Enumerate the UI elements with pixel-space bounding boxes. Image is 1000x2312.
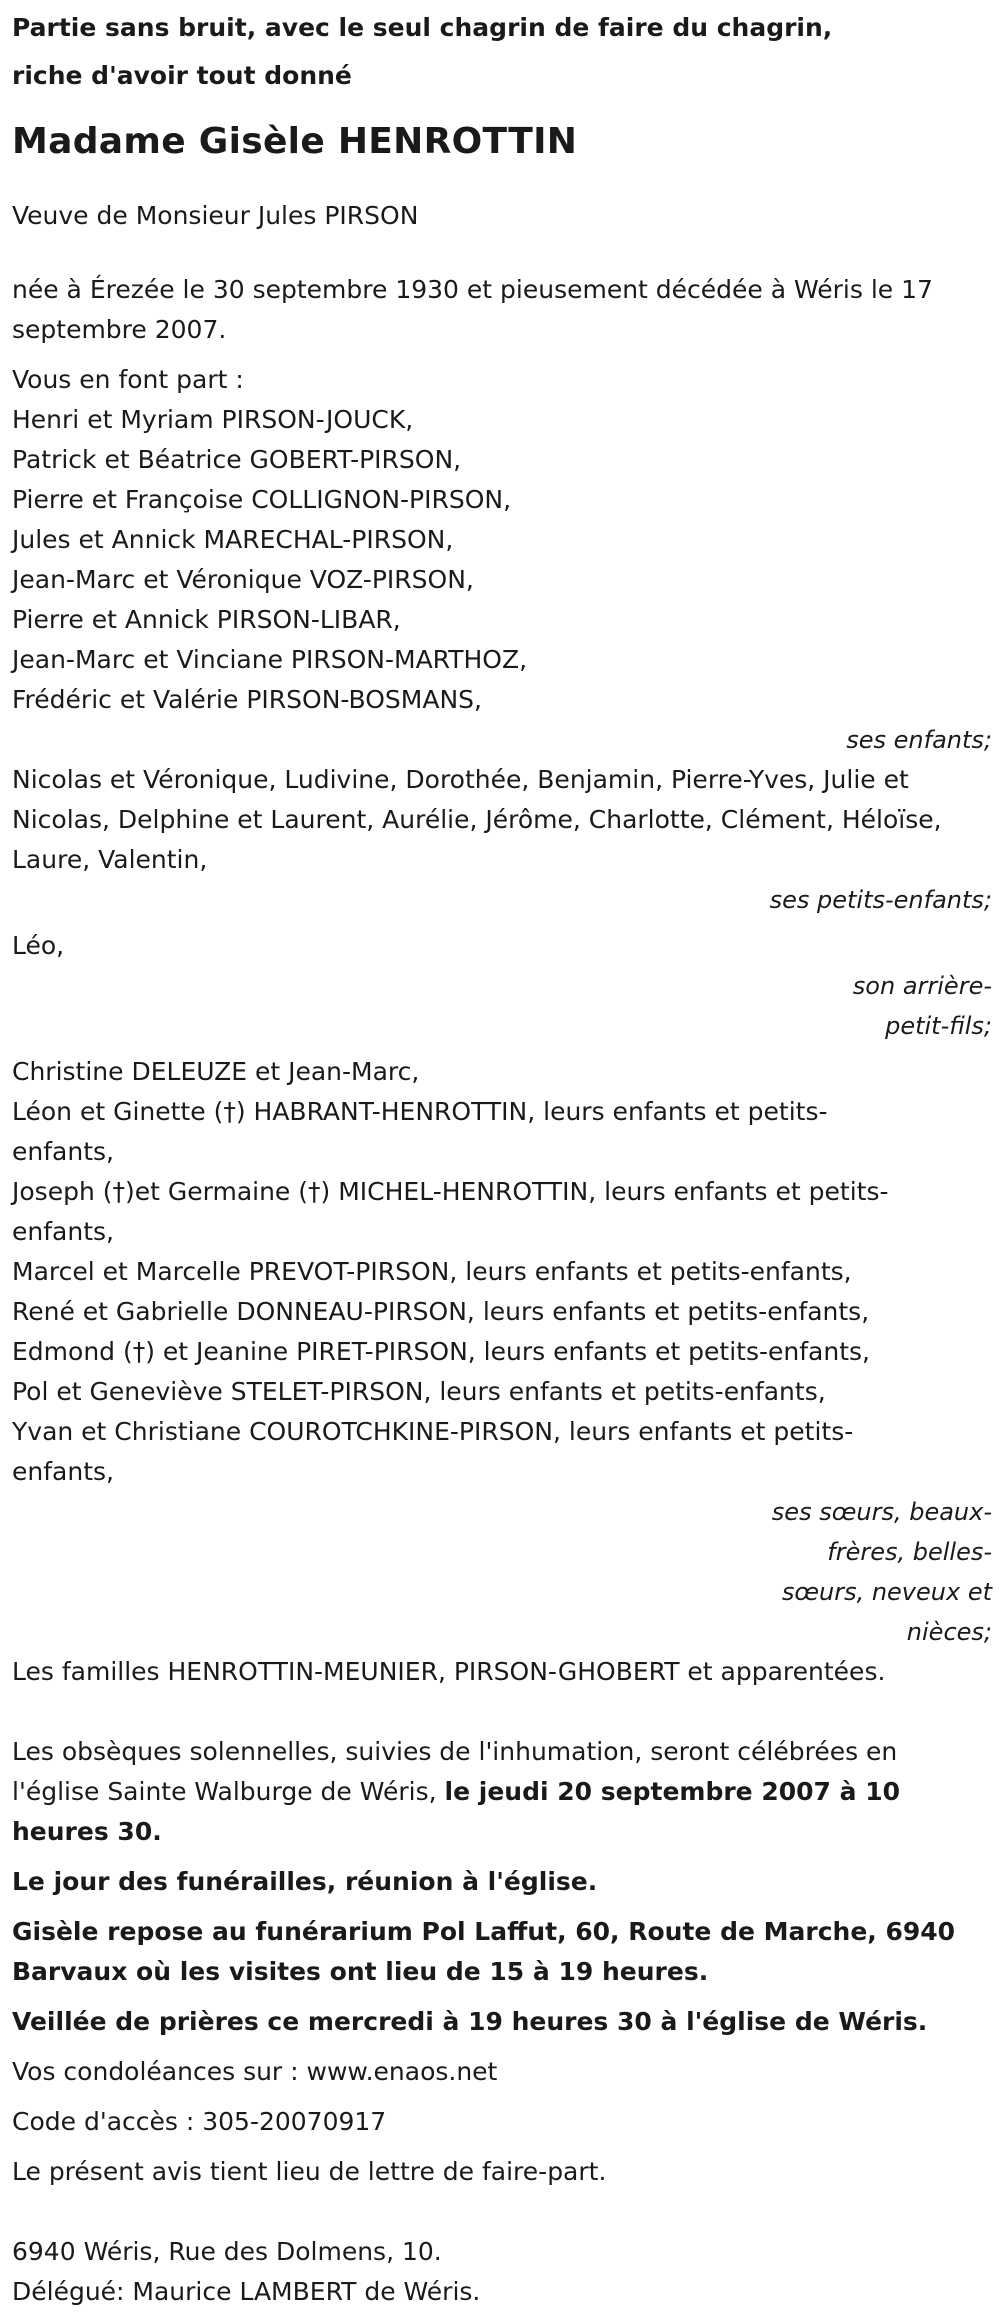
address-block [12,2232,992,2312]
intro-line-2: riche d'avoir tout donné [12,61,352,90]
access-code-line: Code d'accès : 305-20070917 [12,2107,387,2136]
address-line-1: 6940 Wéris, Rue des Dolmens, 10. [12,2237,442,2266]
sibling-line: Marcel et Marcelle PREVOT-PIRSON, leurs enfants et petits-enfants, [12,1257,852,1286]
sibling-line: Léon et Ginette (†) HABRANT-HENROTTIN, leurs enfants et petits- [12,1097,828,1126]
funeral-info [12,1732,992,1852]
funeral-time: heures 30. [12,1817,162,1846]
repose-info [12,1912,992,1992]
families-line: Les familles HENROTTIN-MEUNIER, PIRSON-GHOBERT et apparentées. [12,1657,886,1686]
repose-line-1: Gisèle repose au funérarium Pol Laffut, 60, Route de Marche, 6940 [12,1917,956,1946]
birth-death-line-1: née à Érezée le 30 septembre 1930 et pieusement décédée à Wéris le 17 [12,275,933,304]
child-entry: Pierre et Annick PIRSON-LIBAR, [12,605,401,634]
child-entry: Henri et Myriam PIRSON-JOUCK, [12,405,414,434]
sibling-line: Pol et Geneviève STELET-PIRSON, leurs enfants et petits-enfants, [12,1377,826,1406]
sibling-line: enfants, [12,1457,114,1486]
siblings-list [12,1052,992,1492]
obituary-text-column [12,4,992,2312]
sibling-line: Joseph (†)et Germaine (†) MICHEL-HENROTTIN, leurs enfants et petits- [12,1177,889,1206]
sibling-line: Edmond (†) et Jeanine PIRET-PIRSON, leurs enfants et petits-enfants, [12,1337,870,1366]
birth-death-info [12,270,992,350]
condolences-line: Vos condoléances sur : www.enaos.net [12,2057,498,2086]
intro-line-1: Partie sans bruit, avec le seul chagrin de faire du chagrin, [12,13,833,42]
funeral-date: le jeudi 20 septembre 2007 à 10 [444,1777,900,1806]
sibling-line: Yvan et Christiane COUROTCHKINE-PIRSON, leurs enfants et petits- [12,1417,854,1446]
vigil-line: Veillée de prières ce mercredi à 19 heures 30 à l'église de Wéris. [12,2007,928,2036]
grandchildren-list [12,760,992,880]
children-list [12,400,992,720]
funeral-line-2 [12,1772,992,1812]
reunion-line: Le jour des funérailles, réunion à l'église. [12,1867,598,1896]
notice-line: Le présent avis tient lieu de lettre de faire-part. [12,2157,607,2186]
child-entry: Patrick et Béatrice GOBERT-PIRSON, [12,445,462,474]
great-grandchild-relation [12,966,992,1046]
child-entry: Jean-Marc et Vinciane PIRSON-MARTHOZ, [12,645,528,674]
sibling-line: enfants, [12,1137,114,1166]
great-grandchild-relation-line: petit-fils; [885,1012,992,1040]
widow-of: Veuve de Monsieur Jules PIRSON [12,201,419,230]
child-entry: Frédéric et Valérie PIRSON-BOSMANS, [12,685,482,714]
deceased-name: Madame Gisèle HENROTTIN [12,121,578,162]
sibling-line: Christine DELEUZE et Jean-Marc, [12,1057,420,1086]
announce-line: Vous en font part : [12,365,244,394]
child-entry: Jules et Annick MARECHAL-PIRSON, [12,525,454,554]
child-entry: Pierre et Françoise COLLIGNON-PIRSON, [12,485,512,514]
children-relation: ses enfants; [846,726,992,754]
siblings-relation-line: frères, belles- [827,1538,992,1566]
grandchildren-line: Nicolas et Véronique, Ludivine, Dorothée, Benjamin, Pierre-Yves, Julie et [12,765,909,794]
address-line-2: Délégué: Maurice LAMBERT de Wéris. [12,2277,481,2306]
siblings-relation [12,1492,992,1652]
great-grandchild: Léo, [12,931,65,960]
siblings-relation-line: nièces; [906,1618,992,1646]
sibling-line: René et Gabrielle DONNEAU-PIRSON, leurs enfants et petits-enfants, [12,1297,870,1326]
grandchildren-line: Nicolas, Delphine et Laurent, Aurélie, Jérôme, Charlotte, Clément, Héloïse, [12,805,942,834]
funeral-location: l'église Sainte Walburge de Wéris, [12,1777,445,1806]
grandchildren-line: Laure, Valentin, [12,845,208,874]
birth-death-line-2: septembre 2007. [12,315,227,344]
great-grandchild-relation-line: son arrière- [852,972,992,1000]
repose-line-2: Barvaux où les visites ont lieu de 15 à 19 heures. [12,1957,709,1986]
siblings-relation-line: ses sœurs, beaux- [771,1498,992,1526]
siblings-relation-line: sœurs, neveux et [781,1578,992,1606]
intro-quote [12,4,992,100]
child-entry: Jean-Marc et Véronique VOZ-PIRSON, [12,565,474,594]
funeral-line-1: Les obsèques solennelles, suivies de l'inhumation, seront célébrées en [12,1737,898,1766]
grandchildren-relation: ses petits-enfants; [769,886,992,914]
sibling-line: enfants, [12,1217,114,1246]
